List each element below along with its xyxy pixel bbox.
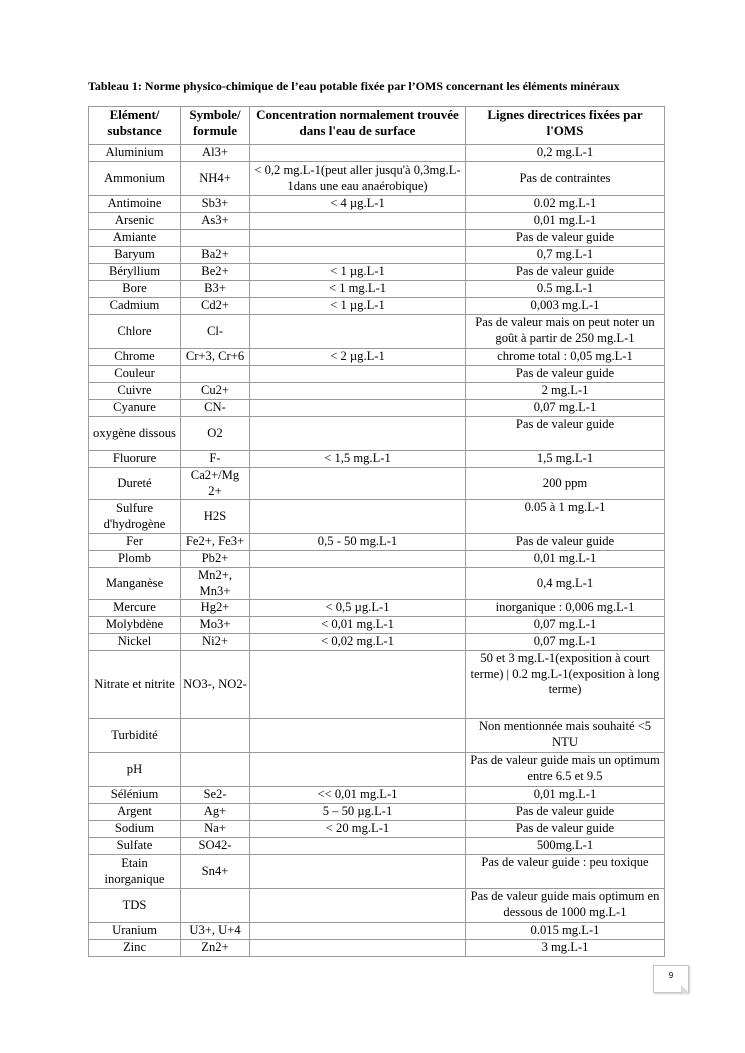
cell-element: Aluminium bbox=[89, 145, 181, 162]
cell-guideline: 0,01 mg.L-1 bbox=[466, 787, 665, 804]
cell-symbol: Ni2+ bbox=[181, 634, 250, 651]
cell-symbol: Cr+3, Cr+6 bbox=[181, 349, 250, 366]
cell-concentration bbox=[250, 468, 466, 500]
cell-guideline: Pas de valeur mais on peut noter un goût à partir de 250 mg.L-1 bbox=[466, 315, 665, 349]
cell-element: Fer bbox=[89, 534, 181, 551]
cell-element: Sélénium bbox=[89, 787, 181, 804]
cell-guideline: 0.05 à 1 mg.L-1 bbox=[466, 500, 665, 534]
table-row bbox=[89, 719, 665, 753]
table-row bbox=[89, 145, 665, 162]
cell-guideline: Pas de valeur guide bbox=[466, 821, 665, 838]
cell-symbol: As3+ bbox=[181, 213, 250, 230]
cell-element: Chrome bbox=[89, 349, 181, 366]
cell-symbol: NO3-, NO2- bbox=[181, 651, 250, 719]
cell-element: oxygène dissous bbox=[89, 417, 181, 451]
cell-guideline: Pas de valeur guide bbox=[466, 366, 665, 383]
cell-concentration bbox=[250, 213, 466, 230]
table-row bbox=[89, 264, 665, 281]
cell-guideline: 0,07 mg.L-1 bbox=[466, 617, 665, 634]
cell-concentration: < 1 µg.L-1 bbox=[250, 298, 466, 315]
cell-concentration bbox=[250, 145, 466, 162]
cell-guideline: 3 mg.L-1 bbox=[466, 940, 665, 957]
cell-symbol: Ca2+/Mg 2+ bbox=[181, 468, 250, 500]
cell-concentration bbox=[250, 400, 466, 417]
cell-symbol: Be2+ bbox=[181, 264, 250, 281]
page-fold-corner bbox=[681, 985, 689, 993]
table-row bbox=[89, 383, 665, 400]
table-row bbox=[89, 804, 665, 821]
table-caption: Tableau 1: Norme physico-chimique de l’eau potable fixée par l’OMS concernant les éléments minéraux bbox=[88, 79, 620, 93]
cell-symbol: Cl- bbox=[181, 315, 250, 349]
cell-concentration bbox=[250, 568, 466, 600]
cell-concentration bbox=[250, 315, 466, 349]
page-number: 9 bbox=[668, 971, 674, 980]
table-row bbox=[89, 821, 665, 838]
cell-guideline: Pas de valeur guide mais un optimum entre 6.5 et 9.5 bbox=[466, 753, 665, 787]
table-row bbox=[89, 400, 665, 417]
cell-symbol: Ba2+ bbox=[181, 247, 250, 264]
cell-concentration bbox=[250, 855, 466, 889]
cell-concentration bbox=[250, 923, 466, 940]
cell-element: Fluorure bbox=[89, 451, 181, 468]
cell-symbol: Al3+ bbox=[181, 145, 250, 162]
cell-element: Manganèse bbox=[89, 568, 181, 600]
cell-element: Ammonium bbox=[89, 162, 181, 196]
cell-symbol: F- bbox=[181, 451, 250, 468]
table-row bbox=[89, 230, 665, 247]
cell-element: Cadmium bbox=[89, 298, 181, 315]
table-row bbox=[89, 213, 665, 230]
cell-element: Bore bbox=[89, 281, 181, 298]
cell-symbol: Pb2+ bbox=[181, 551, 250, 568]
cell-element: Uranium bbox=[89, 923, 181, 940]
cell-guideline: 0,01 mg.L-1 bbox=[466, 213, 665, 230]
cell-concentration: < 20 mg.L-1 bbox=[250, 821, 466, 838]
cell-symbol: O2 bbox=[181, 417, 250, 451]
table-row bbox=[89, 753, 665, 787]
page-number-box bbox=[653, 965, 689, 993]
table-header-row bbox=[89, 107, 665, 145]
table-row bbox=[89, 500, 665, 534]
cell-element: Sodium bbox=[89, 821, 181, 838]
cell-guideline: 50 et 3 mg.L-1(exposition à court terme) | 0.2 mg.L-1(exposition à long terme) bbox=[466, 651, 665, 719]
cell-symbol bbox=[181, 753, 250, 787]
cell-symbol: U3+, U+4 bbox=[181, 923, 250, 940]
cell-concentration bbox=[250, 838, 466, 855]
table-row bbox=[89, 468, 665, 500]
cell-symbol: Ag+ bbox=[181, 804, 250, 821]
table-row bbox=[89, 298, 665, 315]
cell-element: Mercure bbox=[89, 600, 181, 617]
table-row bbox=[89, 634, 665, 651]
table-row bbox=[89, 366, 665, 383]
cell-symbol: Hg2+ bbox=[181, 600, 250, 617]
cell-concentration bbox=[250, 651, 466, 719]
cell-symbol: Mo3+ bbox=[181, 617, 250, 634]
cell-element: Chlore bbox=[89, 315, 181, 349]
table-row bbox=[89, 568, 665, 600]
table-row bbox=[89, 162, 665, 196]
cell-guideline: 0,4 mg.L-1 bbox=[466, 568, 665, 600]
cell-symbol: H2S bbox=[181, 500, 250, 534]
cell-guideline: 0,003 mg.L-1 bbox=[466, 298, 665, 315]
cell-guideline: 0.015 mg.L-1 bbox=[466, 923, 665, 940]
cell-concentration bbox=[250, 551, 466, 568]
cell-guideline: Pas de contraintes bbox=[466, 162, 665, 196]
cell-element: Nitrate et nitrite bbox=[89, 651, 181, 719]
cell-guideline: 0,07 mg.L-1 bbox=[466, 634, 665, 651]
cell-element: Amiante bbox=[89, 230, 181, 247]
cell-symbol: Sn4+ bbox=[181, 855, 250, 889]
cell-element: TDS bbox=[89, 889, 181, 923]
table-row bbox=[89, 617, 665, 634]
cell-concentration bbox=[250, 383, 466, 400]
table-row bbox=[89, 417, 665, 451]
cell-element: Sulfure d'hydrogène bbox=[89, 500, 181, 534]
cell-symbol: Se2- bbox=[181, 787, 250, 804]
cell-concentration: < 1,5 mg.L-1 bbox=[250, 451, 466, 468]
cell-concentration: < 0,01 mg.L-1 bbox=[250, 617, 466, 634]
cell-guideline: 200 ppm bbox=[466, 468, 665, 500]
cell-symbol: B3+ bbox=[181, 281, 250, 298]
cell-guideline: 0.5 mg.L-1 bbox=[466, 281, 665, 298]
cell-element: Turbidité bbox=[89, 719, 181, 753]
cell-concentration bbox=[250, 247, 466, 264]
cell-guideline: Pas de valeur guide bbox=[466, 417, 665, 451]
cell-concentration: < 0,2 mg.L-1(peut aller jusqu'à 0,3mg.L-1dans une eau anaérobique) bbox=[250, 162, 466, 196]
cell-guideline: Pas de valeur guide bbox=[466, 534, 665, 551]
cell-concentration bbox=[250, 366, 466, 383]
cell-element: pH bbox=[89, 753, 181, 787]
cell-concentration bbox=[250, 500, 466, 534]
table-row bbox=[89, 787, 665, 804]
cell-concentration bbox=[250, 940, 466, 957]
cell-element: Baryum bbox=[89, 247, 181, 264]
table-row bbox=[89, 451, 665, 468]
cell-element: Couleur bbox=[89, 366, 181, 383]
cell-element: Nickel bbox=[89, 634, 181, 651]
table-row bbox=[89, 838, 665, 855]
cell-concentration bbox=[250, 230, 466, 247]
cell-guideline: 1,5 mg.L-1 bbox=[466, 451, 665, 468]
cell-symbol bbox=[181, 366, 250, 383]
table-row bbox=[89, 940, 665, 957]
cell-concentration: < 0,02 mg.L-1 bbox=[250, 634, 466, 651]
cell-symbol bbox=[181, 889, 250, 923]
cell-element: Etain inorganique bbox=[89, 855, 181, 889]
cell-element: Cyanure bbox=[89, 400, 181, 417]
cell-symbol: Zn2+ bbox=[181, 940, 250, 957]
cell-guideline: Non mentionnée mais souhaité <5 NTU bbox=[466, 719, 665, 753]
cell-symbol: NH4+ bbox=[181, 162, 250, 196]
header-symbol: Symbole/ formule bbox=[181, 107, 250, 145]
cell-concentration: < 2 µg.L-1 bbox=[250, 349, 466, 366]
cell-element: Molybdène bbox=[89, 617, 181, 634]
cell-guideline: 0,2 mg.L-1 bbox=[466, 145, 665, 162]
cell-guideline: Pas de valeur guide bbox=[466, 264, 665, 281]
cell-concentration: < 1 µg.L-1 bbox=[250, 264, 466, 281]
header-element: Elément/ substance bbox=[89, 107, 181, 145]
cell-concentration bbox=[250, 417, 466, 451]
cell-element: Zinc bbox=[89, 940, 181, 957]
table-row bbox=[89, 889, 665, 923]
cell-guideline: 0,07 mg.L-1 bbox=[466, 400, 665, 417]
table-row bbox=[89, 281, 665, 298]
cell-element: Béryllium bbox=[89, 264, 181, 281]
cell-guideline: Pas de valeur guide bbox=[466, 230, 665, 247]
cell-guideline: 0.02 mg.L-1 bbox=[466, 196, 665, 213]
cell-guideline: Pas de valeur guide bbox=[466, 804, 665, 821]
cell-symbol: Sb3+ bbox=[181, 196, 250, 213]
cell-symbol: Mn2+, Mn3+ bbox=[181, 568, 250, 600]
table-row bbox=[89, 651, 665, 719]
cell-element: Dureté bbox=[89, 468, 181, 500]
table-row bbox=[89, 247, 665, 264]
cell-guideline: 0,01 mg.L-1 bbox=[466, 551, 665, 568]
cell-element: Sulfate bbox=[89, 838, 181, 855]
cell-guideline: 2 mg.L-1 bbox=[466, 383, 665, 400]
cell-concentration: < 1 mg.L-1 bbox=[250, 281, 466, 298]
cell-symbol bbox=[181, 719, 250, 753]
table-row bbox=[89, 315, 665, 349]
cell-symbol: Cd2+ bbox=[181, 298, 250, 315]
cell-concentration: << 0,01 mg.L-1 bbox=[250, 787, 466, 804]
cell-concentration: < 0,5 µg.L-1 bbox=[250, 600, 466, 617]
cell-symbol: CN- bbox=[181, 400, 250, 417]
cell-symbol: SO42- bbox=[181, 838, 250, 855]
cell-symbol bbox=[181, 230, 250, 247]
table-row bbox=[89, 349, 665, 366]
oms-norms-table bbox=[88, 106, 665, 957]
cell-element: Antimoine bbox=[89, 196, 181, 213]
cell-guideline: Pas de valeur guide : peu toxique bbox=[466, 855, 665, 889]
cell-element: Cuivre bbox=[89, 383, 181, 400]
table-row bbox=[89, 551, 665, 568]
cell-concentration: < 4 µg.L-1 bbox=[250, 196, 466, 213]
table-row bbox=[89, 923, 665, 940]
cell-guideline: Pas de valeur guide mais optimum en dessous de 1000 mg.L-1 bbox=[466, 889, 665, 923]
cell-element: Argent bbox=[89, 804, 181, 821]
cell-element: Plomb bbox=[89, 551, 181, 568]
cell-guideline: chrome total : 0,05 mg.L-1 bbox=[466, 349, 665, 366]
header-concentration: Concentration normalement trouvée dans l'eau de surface bbox=[250, 107, 466, 145]
cell-symbol: Fe2+, Fe3+ bbox=[181, 534, 250, 551]
cell-element: Arsenic bbox=[89, 213, 181, 230]
table-row bbox=[89, 196, 665, 213]
cell-concentration: 5 – 50 µg.L-1 bbox=[250, 804, 466, 821]
cell-guideline: 500mg.L-1 bbox=[466, 838, 665, 855]
cell-concentration bbox=[250, 719, 466, 753]
cell-guideline: inorganique : 0,006 mg.L-1 bbox=[466, 600, 665, 617]
table-row bbox=[89, 534, 665, 551]
table-row bbox=[89, 600, 665, 617]
cell-symbol: Cu2+ bbox=[181, 383, 250, 400]
cell-concentration bbox=[250, 753, 466, 787]
cell-symbol: Na+ bbox=[181, 821, 250, 838]
cell-concentration: 0,5 - 50 mg.L-1 bbox=[250, 534, 466, 551]
table-row bbox=[89, 855, 665, 889]
header-guideline: Lignes directrices fixées par l'OMS bbox=[466, 107, 665, 145]
cell-guideline: 0,7 mg.L-1 bbox=[466, 247, 665, 264]
cell-concentration bbox=[250, 889, 466, 923]
